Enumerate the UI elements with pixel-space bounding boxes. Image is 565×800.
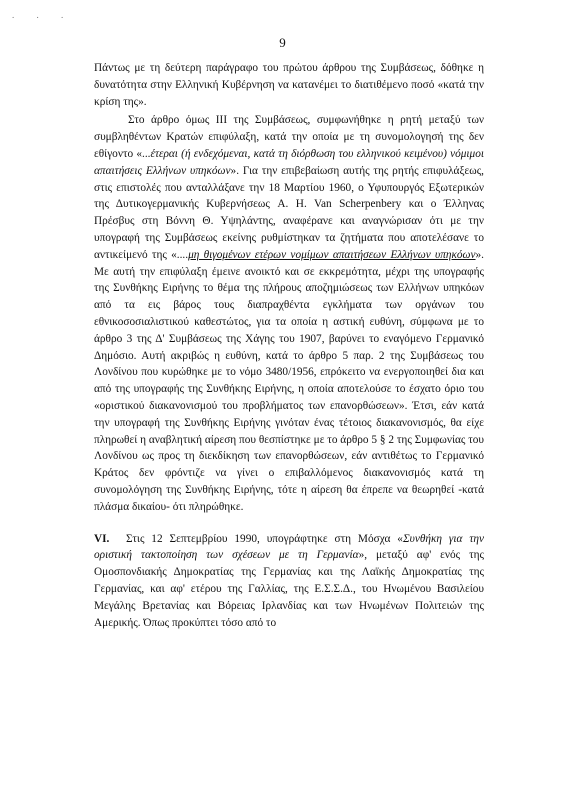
section-number: VI. xyxy=(94,532,110,545)
underlined-quote: μη θιγομένων ετέρων νομίμων απαιτήσεων Ελλήνων υπηκόων xyxy=(188,248,476,261)
section-6-text-2: », μεταξύ αφ' ενός της Ομοσπονδιακής Δημοκρατίας της Γερμανίας και της Λαϊκής Δημοκρατίας της Γερμανίας, και αφ' ετέρου της Γαλλίας, της Ε.Σ.Σ.Δ., του Ηνωμένου Βασιλείου Μεγάλης Βρετανίας και Βόρειας Ιρλανδίας και των Ηνωμένων Πολιτειών της Αμερικής. Όπως προκύπτει τόσο από το xyxy=(94,549,484,629)
paragraph-1: Πάντως με τη δεύτερη παράγραφο του πρώτου άρθρου της Συμβάσεως, δόθηκε η δυνατότητα στην Ελληνική Κυβέρνηση να κατανέμει το διατιθέμενο ποσό «κατά την κρίση της». xyxy=(94,62,484,108)
document-body xyxy=(94,60,484,631)
paragraph-2-text-1: Στο άρθρο όμως ΙΙΙ της Συμβάσεως, συμφωνήθηκε η ρητή μεταξύ των συμβληθέντων Κρατών επιφύλαξη, κατά την οποία με τη συνομολογησή της δεν εθίγοντο «... xyxy=(94,114,484,160)
paragraph-2-text-2: ». Για την επιβεβαίωση αυτής της ρητής επιφυλάξεως, στις επιστολές που ανταλλάξανε την 18 Μαρτίου 1960, ο Υφυπουργός Εξωτερικών της Δυτικογερμανικής Κυβερνήσεως A. H. Van Scherpenbery και ο Έλληνας Πρέσβυς στη Βόννη Θ. Υψηλάντης, αναφέρανε και αναγνώρισαν ότι με την υπογραφή της Συμβάσεως εκείνης ρυθμίστηκαν τα ζητήματα που αποτελέσανε το αντικείμενό της «.... xyxy=(94,164,484,261)
treaty-title: Συνθήκη για την οριστική τακτοποίηση των σχέσεων με τη Γερμανία xyxy=(94,532,484,562)
section-6-text-1: Στις 12 Σεπτεμβρίου 1990, υπογράφτηκε στη Μόσχα « xyxy=(126,532,403,545)
paragraph-2 xyxy=(94,112,484,515)
paragraph-2-text-3: ». Με αυτή την επιφύλαξη έμεινε ανοικτό και σε εκκρεμότητα, μέχρι της υπογραφής της Συνθήκης Ειρήνης το θέμα της πλήρους αποζημιώσεως των Ελλήνων υπηκόων από τα εις βάρος τους διαπραχθέντα εγκλήματα των οργάνων του εθνικοσοσιαλιστικού καθεστώτος, για τα οποία η αστική ευθύνη, σύμφωνα με το άρθρο 3 της Δ' Συμβάσεως της Χάγης του 1907, βαρύνει το εναγόμενο Γερμανικό Δημόσιο. Αυτή ακριβώς η ευθύνη, κατά το άρθρο 5 παρ. 2 της Συμβάσεως του Λονδίνου που κυρώθηκε με το νόμο 3480/1956, επρόκειτο να ενεργοποιηθεί δια και από της υπογραφής της Συνθήκης Ειρήνης, η οποία αποτελούσε το έσχατο όριο του «οριστικού διακανονισμού του προβλήματος των επανορθώσεων». Έτσι, εάν κατά την υπογραφή της Συνθήκης Ειρήνης γινόταν ένας τέτοιος διακανονισμός, θα είχε πληρωθεί η αναβλητική αίρεση που θεσπίστηκε με το άρθρο 5 § 2 της Συμφωνίας του Λονδίνου ως προς τη διεκδίκηση των επανορθώσεων, εάν αντιθέτως το Γερμανικό Κράτος δεν φρόντιζε να γίνει ο επιβαλλόμενος διακανονισμός κατά τη συνομολόγηση της Συνθήκης Ειρήνης, τότε η αίρεση θα έπρεπε να θεωρηθεί -κατά πλάσμα δικαίου- ότι πληρώθηκε. xyxy=(94,248,485,513)
page-number: 9 xyxy=(279,35,286,50)
margin-marks: . . . xyxy=(12,10,74,20)
quoted-reservation: έτεραι (ή ενδεχόμεναι, κατά τη διόρθωση του ελληνικού κειμένου) νόμιμοι απαιτήσεις Ελλήνων υπηκόων xyxy=(94,147,485,177)
section-6 xyxy=(94,531,484,632)
